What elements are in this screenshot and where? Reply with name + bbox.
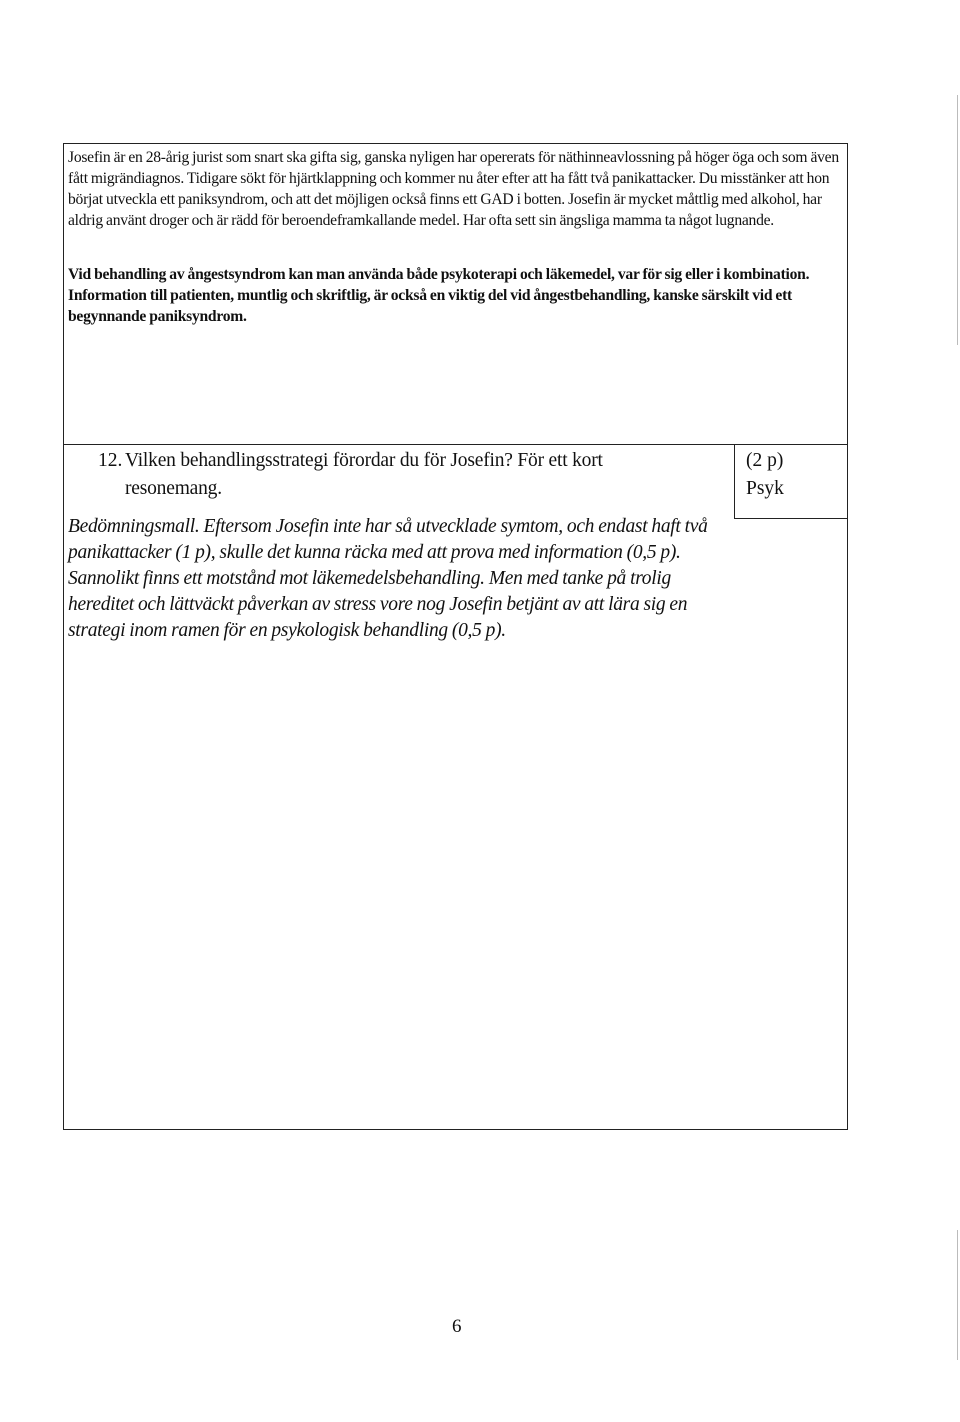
question-text: Vilken behandlingsstrategi förordar du för Josefin? För ett kort resonemang.: [125, 450, 603, 499]
page-number: 6: [452, 1316, 462, 1337]
points-value: (2 p): [746, 450, 784, 471]
scan-edge-line: [957, 1230, 958, 1360]
subject-label: Psyk: [746, 478, 784, 499]
grading-template: Bedömningsmall. Eftersom Josefin inte har så utvecklade symtom, och endast haft två panikattacker (1 p), skulle det kunna räcka med att prova med information (0,5 p). Sannolikt finns ett motstånd mot läkemedelsbehandling. Men med tanke på trolig hereditet och lättväckt påverkan av stress vore nog Josefin betjänt av att lära sig en strategi inom ramen för en psykologisk behandling (0,5 p).: [68, 516, 708, 641]
case-description: Josefin är en 28-årig jurist som snart ska gifta sig, ganska nyligen har opererats för näthinneavlossning på höger öga och som även fått migrändiagnos. Tidigare sökt för hjärtklappning och kommer nu åter efter att ha fått två panikattacker. Du misstänker att hon börjat utveckla ett paniksyndrom, och att det möjligen också finns ett GAD i botten. Josefin är mycket måttlig med alkohol, har aldrig använt droger och är rädd för beroendeframkallande medel. Har ofta sett sin ängsliga mamma ta något lugnande.: [68, 149, 839, 229]
question-number: 12.: [98, 450, 123, 471]
case-treatment-note: Vid behandling av ångestsyndrom kan man använda både psykoterapi och läkemedel, var för sig eller i kombination. Information till patienten, muntlig och skriftlig, är också en viktig del vid ångestbehandling, kanske särskilt vid ett begynnande paniksyndrom.: [68, 266, 810, 325]
scan-edge-line: [957, 95, 958, 345]
question-points: [746, 447, 784, 503]
